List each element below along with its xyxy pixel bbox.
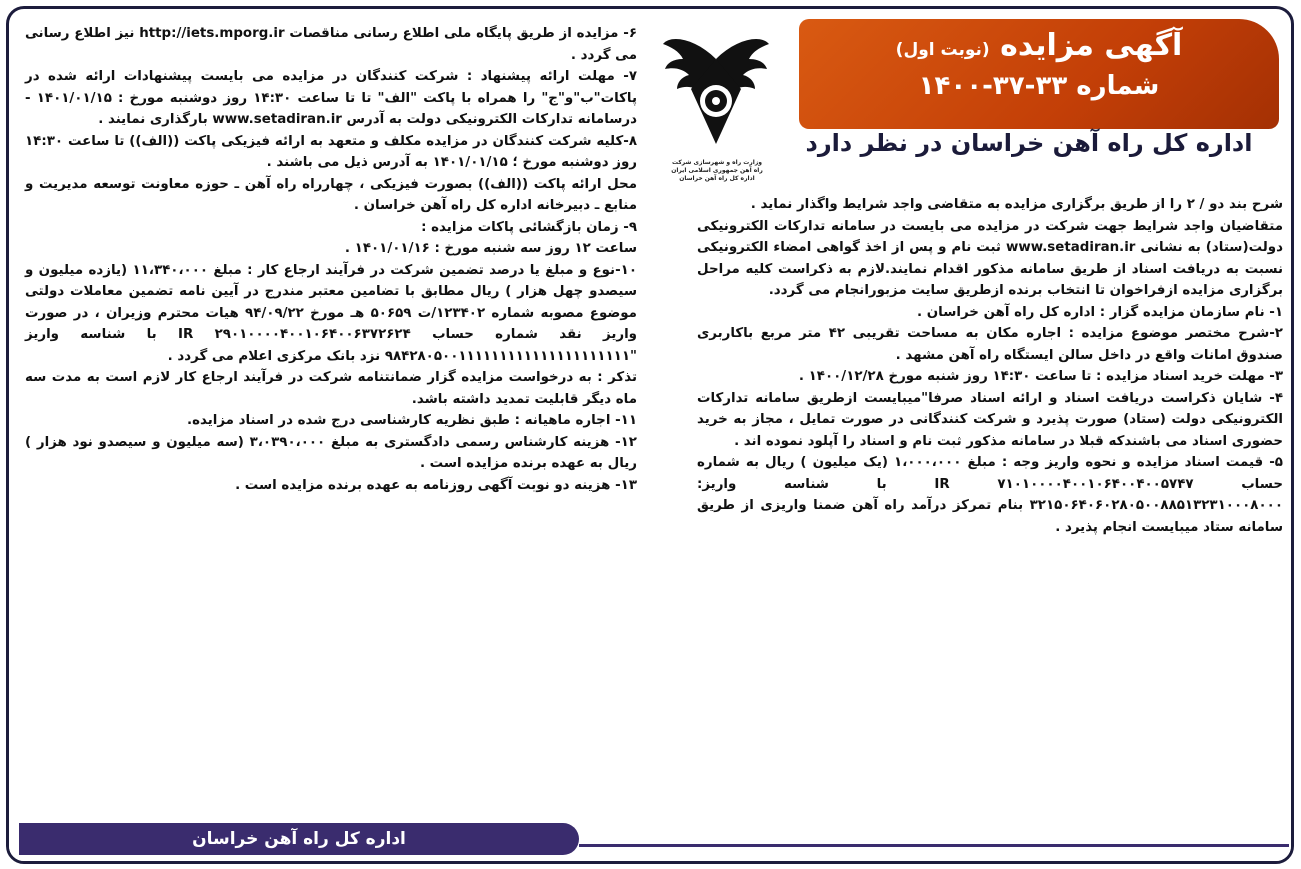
left-paragraph: ساعت ۱۲ روز سه شنبه مورخ : ۱۴۰۱/۰۱/۱۶ . [344,241,637,256]
right-paragraph: متقاضیان واجد شرایط جهت شرکت در مزایده می بایست در سامانه تدارکات الکترونیکی دولت(ستاد) به نشانی www.setadiran.ir ثبت نام و پس از اخذ گواهی امضاء الکترونیکی نسبت به دریافت اسناد از طریق سامانه مذکور اقدام نمایند.لازم به ذکراست کلیه مراحل برگزاری مزایده ازفراخوان تا انتخاب برنده ازطریق سایت مزبورانجام می گردد. [697,218,1283,298]
header-banner [799,19,1279,129]
left-paragraph: محل ارائه پاکت ((الف)) بصورت فیزیکی ، چهارراه راه آهن ـ حوزه معاونت توسعه مدیریت و منابع ـ دبیرخانه اداره کل راه آهن خراسان . [25,176,637,213]
left-paragraph: تذکر : به درخواست مزایده گزار ضمانتنامه شرکت در فرآیند ارجاع کار لازم است به مدت سه ماه دیگر قابلیت تمدید داشته باشد. [25,370,637,407]
ad-title-text: آگهی مزایده [1000,28,1183,63]
right-paragraph: ۵- قیمت اسناد مزایده و نحوه واریز وجه : مبلغ ۱،۰۰۰،۰۰۰ (یک میلیون ) ریال به شماره حساب IR ۷۱۰۱۰۰۰۰۴۰۰۱۰۶۴۰۰۴۰۰۵۷۴۷ با شناسه واریز: ۳۲۱۵۰۶۴۰۶۰۲۸۰۵۰۰۸۸۵۱۳۲۳۱۰۰۰۸۰۰۰ بنام تمرکز درآمد راه آهن ضمنا واریزی از طریق سامانه ستاد میبایست انجام پذیرد . [697,455,1283,535]
left-paragraph: ۱۲- هزینه کارشناس رسمی دادگستری به مبلغ ۳،۰۳۹۰،۰۰۰ (سه میلیون و سیصدو نود هزار ) ریال به عهده برنده مزایده است . [25,434,637,471]
left-paragraph: ۱۱- اجاره ماهیانه : طبق نظریه کارشناسی درج شده در اسناد مزایده. [187,413,637,428]
left-paragraph: ۸-کلیه شرکت کنندگان در مزایده مکلف و متعهد به ارائه فیزیکی پاکت ((الف)) تا ساعت ۱۴:۳۰ روز دوشنبه مورخ ؛ ۱۴۰۱/۰۱/۱۵ به آدرس ذیل می باشند . [25,133,637,170]
footer [9,821,1291,861]
right-paragraph: ۱- نام سازمان مزایده گزار : اداره کل راه آهن خراسان . [916,304,1283,320]
ad-number: شماره ۳۳-۳۷-۱۴۰۰ [918,71,1160,101]
advertisement-frame [6,6,1294,864]
footer-org: اداره کل راه آهن خراسان [19,823,579,855]
ad-round: (نوبت اول) [895,40,990,60]
left-paragraph: ۱۳- هزینه دو نوبت آگهی روزنامه به عهده برنده مزایده است . [235,477,637,493]
right-paragraph: ۴- شایان ذکراست دریافت اسناد و ارائه اسناد صرفا"میبایست ازطریق سامانه تدارکات الکترونیکی دولت (ستاد) صورت پذیرد و شرکت کنندگانی در صورت تمایل ، مجاز به خرید حضوری اسناد می باشندکه قبلا در سامانه مذکور ثبت نام و اسناد را آپلود نموده اند . [697,390,1283,449]
footer-divider [579,844,1289,847]
left-paragraph: ۹- زمان بازگشائی پاکات مزایده : [421,219,637,235]
winged-train-wheel-logo-icon [661,29,771,179]
logo-caption: وزارت راه و شهرسازی شرکت راه آهن جمهوری اسلامی ایران اداره کل راه آهن خراسان [671,159,763,182]
right-paragraph: ۲-شرح مختصر موضوع مزایده : اجاره مکان به مساحت تقریبی ۴۲ متر مربع باکاربری صندوق امانات واقع در داخل سالن ایستگاه راه آهن مشهد . [697,326,1283,363]
right-paragraph: ۳- مهلت خرید اسناد مزایده : تا ساعت ۱۴:۳۰ روز شنبه مورخ ۱۴۰۰/۱۲/۲۸ . [798,369,1283,384]
left-paragraph: ۶- مزایده از طریق پایگاه ملی اطلاع رسانی مناقصات http://iets.mporg.ir نیز اطلاع رسانی می گردد . [25,26,637,63]
ad-title [799,29,1279,67]
right-paragraph: شرح بند دو / ۲ را از طریق برگزاری مزایده به متقاضی واجد شرایط واگذار نماید . [750,197,1283,212]
left-column [25,23,637,496]
org-notice: اداره کل راه آهن خراسان در نظر دارد [805,129,1253,157]
right-column [697,194,1283,538]
left-paragraph: ۱۰-نوع و مبلغ یا درصد تضمین شرکت در فرآیند ارجاع کار : مبلغ ۱۱،۳۴۰،۰۰۰ (یازده میلیون و سیصدو چهل هزار ) ریال مطابق با تضامین معتبر مندرج در آیین نامه تضمین معاملات دولتی موضوع مصوبه شماره ۱۲۳۴۰۲/ت ۵۰۶۵۹ هـ مورخ ۹۴/۰۹/۲۲ هیات محترم وزیران ، در صورت واریز نقد شماره حساب IR ۲۹۰۱۰۰۰۰۴۰۰۱۰۶۴۰۰۶۳۷۲۶۲۴ با شناسه واریز "۹۸۴۲۸۰۵۰۰۱۱۱۱۱۱۱۱۱۱۱۱۱۱۱۱۱۱۱۱۱ نزد بانک مرکزی اعلام می گردد . [25,262,638,364]
left-paragraph: ۷- مهلت ارائه پیشنهاد : شرکت کنندگان در مزایده می بایست پیشنهادات ارائه شده در پاکات"ب"و"ج" را همراه با پاکت "الف" تا تا ساعت ۱۴:۳۰ روز دوشنبه مورخ : ۱۴۰۱/۰۱/۱۵ - درسامانه تدارکات الکترونیکی دولت به آدرس www.setadiran.ir بارگذاری نمایند . [25,69,637,127]
